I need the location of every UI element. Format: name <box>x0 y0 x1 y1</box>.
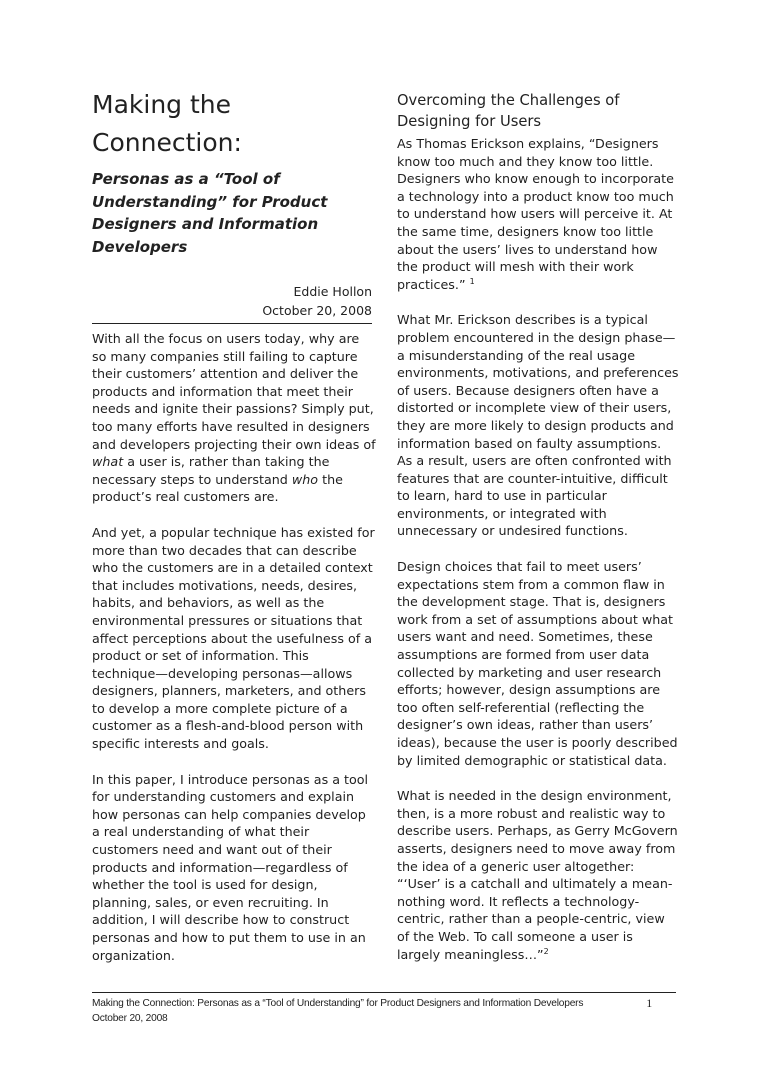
left-paragraph-1 <box>92 330 376 506</box>
section-heading: Overcoming the Challenges of Designing for Users <box>397 92 620 130</box>
right-paragraph-3: Design choices that fail to meet users’ expectations stem from a common flaw in the development stage. That is, designers work from a set of assumptions about what users want and need. Sometimes, these assumptions are formed from user data collected by marketing and user research efforts; however, design assumptions are too often self-referential (reflecting the designer’s own ideas, rather than users’ ideas), because the user is poorly described by limited demographic or statistical data. <box>397 559 678 768</box>
byline <box>92 282 372 320</box>
page-footer <box>92 996 676 1026</box>
left-paragraph-2: And yet, a popular technique has existed for more than two decades that can describe who the customers are in a detailed context that includes motivations, needs, desires, habits, and behaviors, as well as the environmental pressures or situations that affect perceptions about the usefulness of a product or set of information. This technique—developing personas—allows designers, planners, marketers, and others to develop a more complete picture of a customer as a flesh-and-blood person with specific interests and goals. <box>92 524 375 752</box>
author-name: Eddie Hollon <box>293 284 372 299</box>
document-date: October 20, 2008 <box>262 303 372 318</box>
document-title <box>92 86 362 162</box>
text-run: As Thomas Erickson explains, “Designers know too much and they know too little. Designers who know enough to incorporate a technology into a product know too much to understand how users will perceive it. At the same time, designers know too little about the users’ lives to understand how the product will mesh with their work practices.” <box>397 136 674 292</box>
footer-divider <box>92 992 676 993</box>
text-run: What is needed in the design environment, then, is a more robust and realistic way to describe users. Perhaps, as Gerry McGovern asserts, designers need to move away from the idea of a generic user altogether: “‘User’ is a catchall and ultimately a mean-nothing word. It reflects a technology-centric, rather than a people-centric, view of the Web. To call someone a user is largely meaningless…” <box>397 788 678 962</box>
right-paragraph-1 <box>397 135 680 293</box>
left-column <box>92 330 376 982</box>
title-line-1: Making the <box>92 90 232 119</box>
left-paragraph-3: In this paper, I introduce personas as a tool for understanding customers and explain how personas can help companies develop a real understanding of what their customers need and want out of their products and information—regardless of whether the tool is used for design, planning, sales, or even recruiting. In addition, I will describe how to construct personas and how to put them to use in an organization. <box>92 771 369 963</box>
text-run: a user is, rather than taking the necessary steps to understand <box>92 454 330 487</box>
footnote-ref-1: 1 <box>469 276 475 286</box>
page-number: 1 <box>646 996 652 1010</box>
right-paragraph-2: What Mr. Erickson describes is a typical problem encountered in the design phase—a misunderstanding of the real usage environments, motivations, and preferences of users. Because designers often have a distorted or incomplete view of their users, they are more likely to design products and information based on faulty assumptions. As a result, users are often confronted with features that are counter-intuitive, difficult to learn, hard to use in particular environments, or integrated with unnecessary or undesired functions. <box>397 312 679 539</box>
document-subtitle: Personas as a “Tool of Understanding” for Product Designers and Information Developers <box>92 170 328 256</box>
footnote-ref-2: 2 <box>543 946 549 956</box>
right-paragraph-4 <box>397 787 680 963</box>
footer-title: Making the Connection: Personas as a “Tool of Understanding” for Product Designers and Information Developers <box>92 998 584 1009</box>
emphasis-who: who <box>291 471 319 487</box>
header-divider <box>92 323 372 324</box>
title-line-2: Connection: <box>92 128 242 157</box>
footer-line-1 <box>92 996 676 1011</box>
footer-date: October 20, 2008 <box>92 1013 168 1024</box>
text-run: With all the focus on users today, why are so many companies still failing to capture their customers’ attention and deliver the products and information that meet their needs and ignite their passions? Simply put, too many efforts have resulted in designers and developers projecting their own ideas of <box>92 331 376 452</box>
right-column <box>397 135 680 981</box>
text-run: the product’s real customers are. <box>92 471 343 505</box>
emphasis-what: what <box>92 454 124 470</box>
